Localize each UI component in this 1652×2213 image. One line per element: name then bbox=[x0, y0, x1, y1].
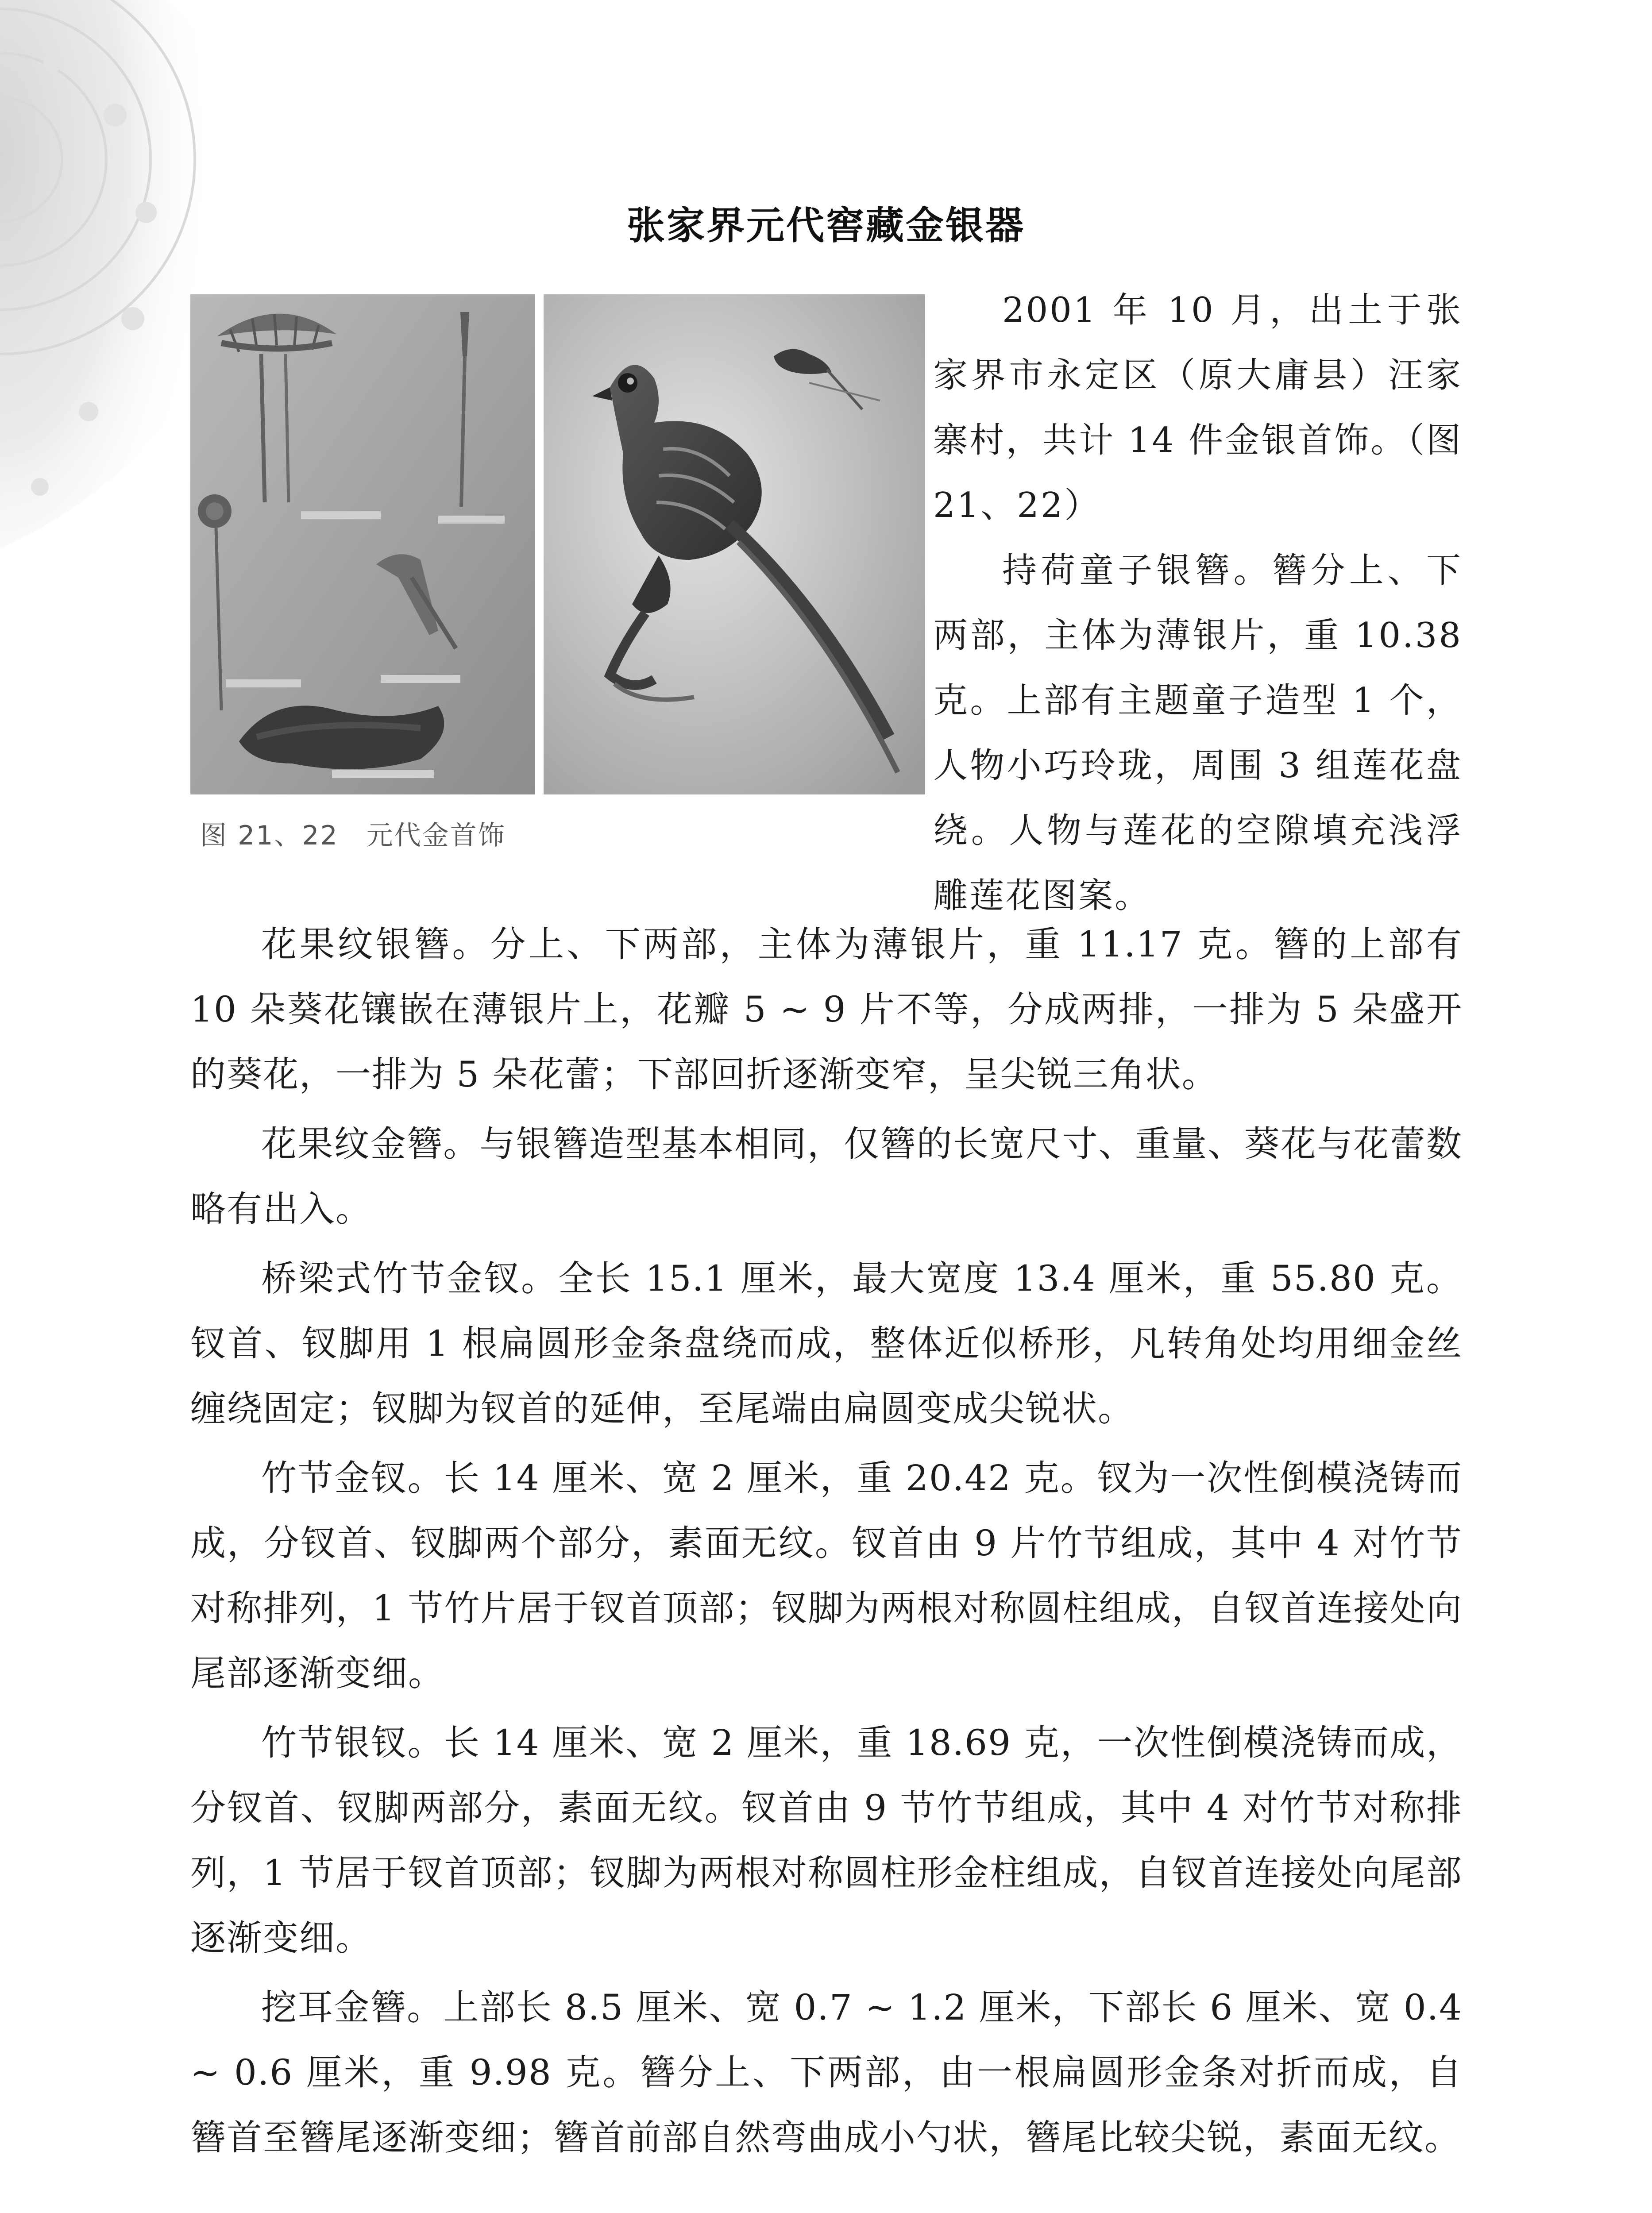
side-paragraph: 2001 年 10 月，出土于张家界市永定区（原大庸县）汪家寨村，共计 14 件金银首饰。（图 21、22） bbox=[933, 290, 1463, 525]
article-title: 张家界元代窖藏金银器 bbox=[627, 204, 1025, 248]
main-text-column bbox=[190, 912, 1463, 2170]
figure-caption: 图 21、22 元代金首饰 bbox=[200, 820, 506, 851]
body-paragraph: 桥梁式竹节金钗。全长 15.1 厘米，最大宽度 13.4 厘米，重 55.80 克。钗首、钗脚用 1 根扁圆形金条盘绕而成，整体近似桥形，凡转角处均用细金丝缠绕固定；钗脚为钗首的延伸，至尾端由扁圆变成尖锐状。 bbox=[190, 1258, 1463, 1429]
body-paragraph: 竹节金钗。长 14 厘米、宽 2 厘米，重 20.42 克。钗为一次性倒模浇铸而成，分钗首、钗脚两个部分，素面无纹。钗首由 9 片竹节组成，其中 4 对竹节对称排列，1 节竹片居于钗首顶部；钗脚为两根对称圆柱组成，自钗首连接处向尾部逐渐变细。 bbox=[190, 1457, 1463, 1694]
body-paragraph: 挖耳金簪。上部长 8.5 厘米、宽 0.7 ~ 1.2 厘米，下部长 6 厘米、宽 0.4 ~ 0.6 厘米，重 9.98 克。簪分上、下两部，由一根扁圆形金条对折而成，自簪首至簪尾逐渐变细；簪首前部自然弯曲成小勺状，簪尾比较尖锐，素面无纹。 bbox=[190, 1987, 1463, 2158]
photo-gold-hairpins bbox=[190, 294, 535, 794]
photo-bird-hairpin bbox=[544, 294, 925, 794]
body-paragraph: 竹节银钗。长 14 厘米、宽 2 厘米，重 18.69 克，一次性倒模浇铸而成，分钗首、钗脚两部分，素面无纹。钗首由 9 节竹节组成，其中 4 对竹节对称排列，1 节居于钗首顶部；钗脚为两根对称圆柱形金柱组成，自钗首连接处向尾部逐渐变细。 bbox=[190, 1722, 1463, 1959]
body-paragraph: 花果纹金簪。与银簪造型基本相同，仅簪的长宽尺寸、重量、葵花与花蕾数略有出入。 bbox=[190, 1123, 1463, 1230]
side-paragraph: 持荷童子银簪。簪分上、下两部，主体为薄银片，重 10.38 克。上部有主题童子造型 1 个，人物小巧玲珑，周围 3 组莲花盘绕。人物与莲花的空隙填充浅浮雕莲花图案。 bbox=[933, 551, 1463, 916]
side-text-column bbox=[933, 278, 1463, 929]
body-paragraph: 花果纹银簪。分上、下两部，主体为薄银片，重 11.17 克。簪的上部有 10 朵葵花镶嵌在薄银片上，花瓣 5 ~ 9 片不等，分成两排，一排为 5 朵盛开的葵花，一排为 5 朵花蕾；下部回折逐渐变窄，呈尖锐三角状。 bbox=[190, 924, 1463, 1095]
